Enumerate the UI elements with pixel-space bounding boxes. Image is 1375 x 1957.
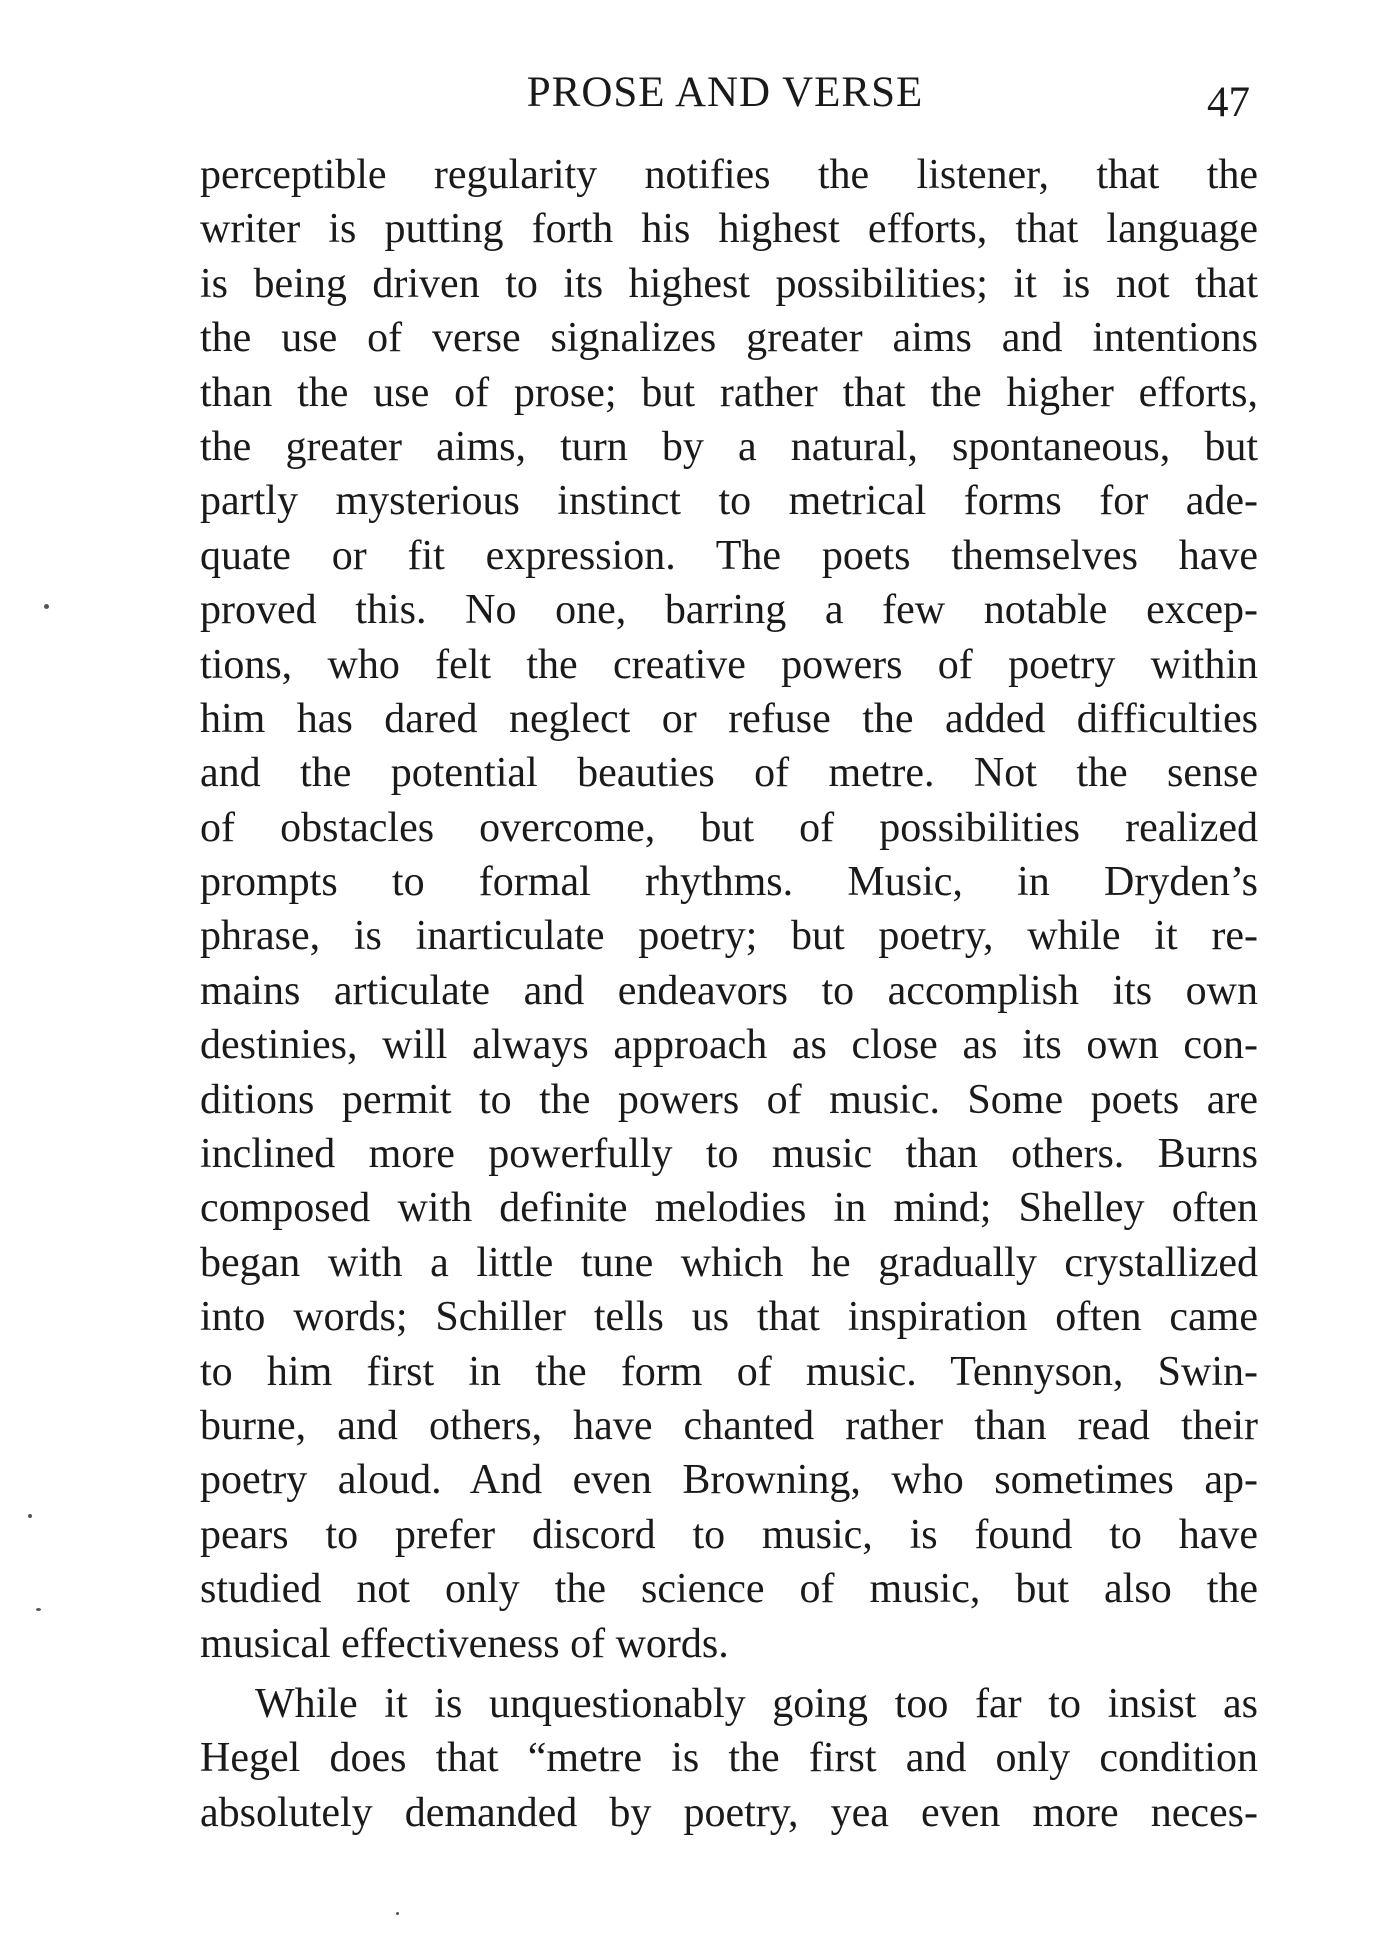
scan-speck (28, 1514, 32, 1518)
text-line: inclined more powerfully to music than others. Burns (200, 1131, 1258, 1178)
text-line: and the potential beauties of metre. Not the sense (200, 750, 1258, 797)
text-line: composed with definite melodies in mind; Shelley often (200, 1185, 1258, 1232)
text-line: tions, who felt the creative powers of poetry within (200, 641, 1258, 688)
text-line: of obstacles overcome, but of possibilities realized (200, 804, 1258, 851)
text-line: Hegel does that “metre is the first and only condition (200, 1735, 1258, 1782)
scan-speck (36, 1608, 41, 1611)
text-line: the greater aims, turn by a natural, spontaneous, but (200, 423, 1258, 470)
text-line: partly mysterious instinct to metrical forms for ade- (200, 478, 1258, 525)
text-line: proved this. No one, barring a few notable excep- (200, 587, 1258, 634)
text-line: than the use of prose; but rather that the higher efforts, (200, 369, 1258, 416)
scan-speck (44, 604, 49, 609)
running-head: PROSE AND VERSE (526, 69, 924, 116)
text-line: destinies, will always approach as close as its own con- (200, 1022, 1258, 1069)
page-number: 47 (1207, 79, 1250, 126)
text-line: burne, and others, have chanted rather than read their (200, 1402, 1258, 1449)
page-header (200, 68, 1250, 128)
text-line: him has dared neglect or refuse the added difficulties (200, 695, 1258, 742)
body-text (200, 148, 1258, 1840)
text-line: musical effectiveness of words. (200, 1620, 729, 1667)
text-line: perceptible regularity notifies the listener, that the (200, 152, 1258, 198)
text-line: prompts to formal rhythms. Music, in Dryden’s (200, 859, 1258, 906)
text-line: the use of verse signalizes greater aims and intentions (200, 315, 1258, 362)
text-line: poetry aloud. And even Browning, who sometimes ap- (200, 1457, 1258, 1504)
paragraph (200, 148, 1258, 1671)
text-line: is being driven to its highest possibilities; it is not that (200, 260, 1258, 307)
text-line: absolutely demanded by poetry, yea even more neces- (200, 1789, 1258, 1836)
text-line: pears to prefer discord to music, is found to have (200, 1511, 1258, 1558)
text-line: phrase, is inarticulate poetry; but poetry, while it re- (200, 913, 1258, 960)
text-line: into words; Schiller tells us that inspiration often came (200, 1294, 1258, 1341)
text-line: studied not only the science of music, but also the (200, 1566, 1258, 1613)
text-line: While it is unquestionably going too far to insist as (255, 1680, 1258, 1727)
text-line: writer is putting forth his highest efforts, that language (200, 206, 1258, 253)
text-line: to him first in the form of music. Tennyson, Swin- (200, 1348, 1258, 1395)
paragraph (200, 1677, 1258, 1840)
text-line: mains articulate and endeavors to accomplish its own (200, 967, 1258, 1014)
scan-speck (396, 1912, 399, 1915)
text-line: ditions permit to the powers of music. Some poets are (200, 1076, 1258, 1123)
text-line: quate or fit expression. The poets themselves have (200, 532, 1258, 579)
text-line: began with a little tune which he gradually crystallized (200, 1239, 1258, 1286)
